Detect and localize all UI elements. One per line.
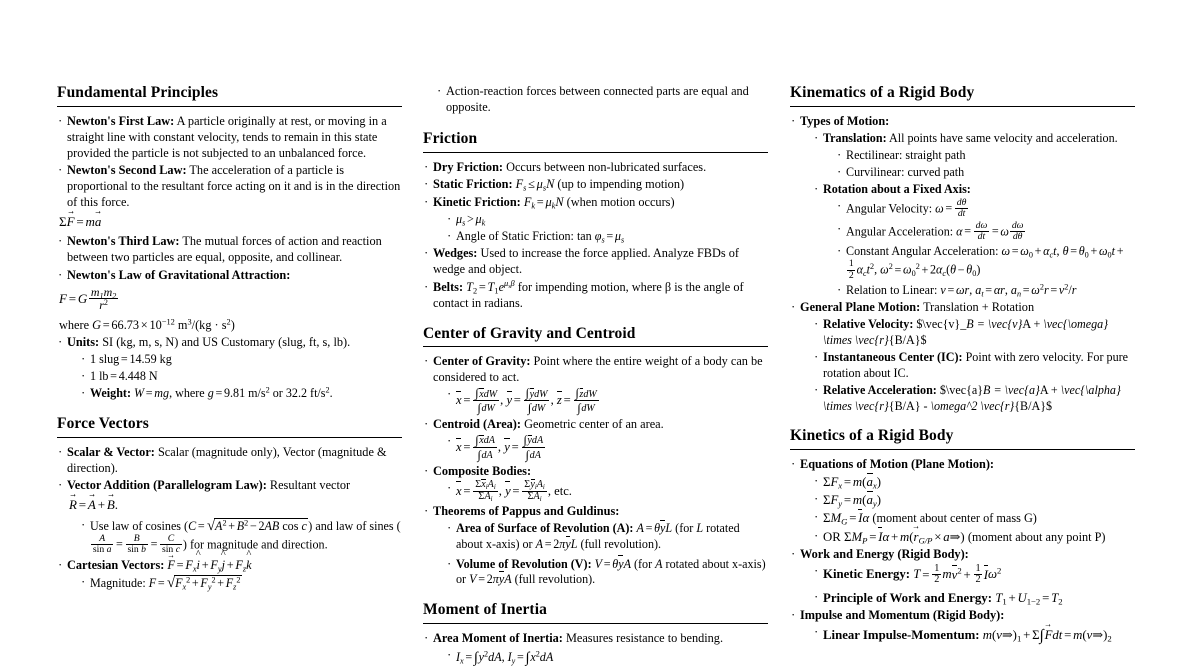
item-label: Angular Velocity: [846, 201, 933, 216]
list-item: · Kinetic Energy: T = $\frac{1}{2}$ $mv^2$ + $\frac{1}{2}$ $I\omega^2$ [813, 564, 1135, 586]
section-kinetics-of-a-rigid-body [790, 427, 1135, 645]
list-item [790, 300, 1135, 414]
list-item: · $\Sigma M_G = I\alpha$ (moment about center of mass G) [813, 510, 1135, 527]
list-item [423, 160, 768, 176]
unrendered-latex-relative-acceleration: $\vec{a}B = \vec{a}A + \vec{\alpha} \times \vec{r}{B/A} - \omega^2 \vec{r}{B/A}$ [823, 383, 1121, 413]
item-prefix: OR [823, 529, 841, 544]
item-label: Weight: [90, 386, 131, 401]
section-heading: Center of Gravity and Centroid [423, 324, 636, 342]
item-text: Resultant vector [269, 478, 351, 493]
bullet-list [57, 335, 402, 402]
list-item: · x = $\frac{\text{∫xdA}}{\int dA}$ , y = $\frac{\text{∫ydA}}{\int dA}$ [446, 434, 768, 462]
item-label: Scalar & Vector: [67, 444, 155, 459]
section-fundamental-principles [57, 84, 402, 402]
list-item: · $\mu_s > \mu_k$ [446, 212, 768, 228]
item-label: Newton's Law of Gravitational Attraction: [67, 267, 291, 282]
bullet-list-nested [446, 478, 768, 503]
bullet-list-nested [80, 575, 402, 592]
list-item [813, 182, 1135, 299]
list-item: · Belts: $T_2 = T_1e^{\mu_s\beta}$ for impending motion, where β is the angle of contact in radians. [423, 280, 768, 312]
item-label: Volume of Revolution (V): [456, 556, 592, 571]
item-text: The mutual forces of action and reaction between two particles are equal, opposite, and collinear. [67, 234, 382, 265]
unrendered-latex-relative-velocity: $\vec{v}_B = \vec{v}A + \vec{\omega} \times \vec{r}{B/A}$ [823, 317, 1109, 347]
list-item: · OR $\Sigma M_P = I\alpha + m(r \to_{G/P} \times a$ ⇒ ) (moment about any point P) [813, 529, 1135, 546]
item-label: Units: [67, 334, 100, 349]
list-item [57, 163, 402, 211]
heading-rule [423, 623, 768, 624]
list-item [423, 504, 768, 588]
item-note: (moment about any point P) [967, 529, 1106, 544]
bullet-list [790, 457, 1135, 645]
heading-rule [423, 152, 768, 153]
list-item: · Area of Surface of Revolution (A): A = θyL (for L rotated about x-axis) or A = 2πyL (full revolution). [446, 521, 768, 552]
bullet-list-nested [446, 648, 768, 667]
bullet-list-nested [446, 434, 768, 462]
list-item: · $\Sigma F_y = m(a_y)$ [813, 492, 1135, 509]
item-label: Angle of Static Friction: [456, 228, 574, 243]
item-label: Newton's Third Law: [67, 234, 180, 249]
list-item: · Relation to Linear: v = ωr, $a_t = \alpha r$, $a_n = \omega^2r = v^2/r$ [836, 283, 1135, 299]
list-item: · x = $\frac{\text{∫xdW}}{\int dW}$ , y = $\frac{\text{∫ydW}}{\int dW}$ , z = $\frac{\text{∫zdW}}{\int dW}$ [446, 387, 768, 415]
item-text: Action-reaction forces between connected parts are equal and opposite. [446, 84, 749, 114]
item-label: Instantaneous Center (IC): [823, 350, 963, 365]
section-heading: Force Vectors [57, 414, 149, 432]
section-friction [423, 130, 768, 312]
item-label: Principle of Work and Energy: [823, 590, 992, 605]
column-3 [790, 84, 1135, 644]
list-item: · Weight: W = mg, where g = 9.81 $m/s^2$ or 32.2 $ft/s^2$. [80, 386, 402, 402]
item-label: Work and Energy (Rigid Body): [800, 547, 969, 562]
list-item: · $\Sigma F_x = m(a_x)$ [813, 474, 1135, 491]
item-text: Measures resistance to bending. [565, 631, 724, 645]
item-label: Composite Bodies: [433, 463, 532, 478]
list-item [813, 317, 1135, 348]
list-item [813, 350, 1135, 381]
item-label: Wedges: [433, 246, 478, 261]
item-label: Kinetic Friction: [433, 194, 521, 209]
bullet-list [790, 114, 1135, 415]
formula-newton-second-law: ΣF → = ma → [59, 214, 402, 230]
item-text: Translation + Rotation [923, 300, 1035, 315]
orphan-bullet-list [423, 84, 768, 116]
list-item: · Cartesian Vectors: F → = $F_xi$ ^ + $F_yj$ ^ + $F_zk$ ^ · Magnitude: F = √ $F_x^2 + F_y^2 + F_z^2$ [57, 558, 402, 592]
list-item [790, 547, 1135, 606]
item-label: Static Friction: [433, 177, 513, 192]
list-item [813, 383, 1135, 414]
bullet-list-nested [813, 625, 1135, 645]
section-force-vectors [57, 415, 402, 591]
item-text: Occurs between non-lubricated surfaces. [506, 159, 707, 174]
item-text: Point where the entire weight of a body can be considered to act. [433, 354, 763, 385]
item-note: (when motion occurs) [566, 194, 675, 209]
list-item [57, 234, 402, 266]
list-item [813, 131, 1135, 181]
list-item: · Use law of cosines (C = √ $A^2 + B^2 - 2AB$ cos c) and law of sines ( $\frac{A}{\text{sin a}}$ = $\frac{B}{\text{sin b}}$ = $\frac{C}{\text{sin c}}$ ) for magnitude and direction. [80, 518, 402, 556]
list-item [57, 114, 402, 162]
item-label: Cartesian Vectors: [67, 557, 165, 572]
item-text: All points have same velocity and acceleration. [888, 130, 1118, 145]
item-label: Rotation about a Fixed Axis: [823, 181, 971, 196]
section-heading: Kinetics of a Rigid Body [790, 427, 954, 445]
bullet-list-nested [813, 317, 1135, 414]
heading-rule [57, 106, 402, 107]
item-label: Newton's First Law: [67, 113, 175, 128]
list-item: · Angle of Static Friction: $\tan \varphi_s = \mu_s$ [446, 229, 768, 245]
bullet-list [57, 234, 402, 283]
bullet-list [423, 354, 768, 588]
list-item: · Volume of Revolution (V): V = θyA (for A rotated about x-axis) or V = 2πyA (full revolution). [446, 557, 768, 588]
list-item [436, 84, 768, 116]
item-label: Belts: [433, 279, 464, 294]
heading-rule [57, 437, 402, 438]
list-item: · Kinetic Friction: $F_k = \mu_kN$ (when motion occurs) · $\mu_s > \mu_k$ · Angle of Static Friction: $\tan \varphi_s = \mu_s$ [423, 195, 768, 245]
list-item: · Angular Acceleration: α = $\frac{d\omega}{dt}$ = ω $\frac{d\omega}{d\theta}$ [836, 222, 1135, 243]
item-text: Point with zero velocity. For pure rotation about IC. [823, 350, 1129, 380]
item-label: General Plane Motion: [800, 300, 921, 315]
list-item [57, 268, 402, 284]
item-label: Angular Acceleration: [846, 223, 954, 238]
list-item: · Static Friction: $F_s \le \mu_sN$ (up to impending motion) [423, 177, 768, 193]
item-text: Used to increase the force applied. Analyze FBDs of wedge and object. [433, 246, 739, 277]
item-label: Impulse and Momentum (Rigid Body): [800, 607, 1005, 622]
item-label: Dry Friction: [433, 159, 503, 174]
item-label: Relation to Linear: [846, 282, 938, 297]
item-label: Equations of Motion (Plane Motion): [800, 457, 995, 472]
bullet-list-nested [446, 521, 768, 588]
item-text: The acceleration of a particle is proportional to the resultant force acting on it and is in the direction of this force. [67, 163, 401, 210]
item-text: Geometric center of an area. [524, 417, 664, 432]
section-heading: Moment of Inertia [423, 601, 547, 619]
section-heading: Kinematics of a Rigid Body [790, 84, 975, 101]
item-label: Area Moment of Inertia: [433, 631, 563, 645]
list-item: · Linear Impulse-Momentum: m(v ⇒ )$_1 + \Sigma\int F \to dt = m(v$ ⇒ )$_2$ [813, 625, 1135, 645]
list-item: · Constant Angular Acceleration: $\omega = \omega_0 + \alpha_ct$, $\theta = \theta_0 + \omega_0t$ + $\frac{1}{2}$ $\alpha_ct^2$, $\omega^2 = \omega_0^2 + 2\alpha_c(\theta - \theta_0)$ [836, 244, 1135, 281]
list-item [423, 354, 768, 415]
formula-gravitation: F = G $\frac{m_1m_2}{r^2}$ [59, 287, 402, 313]
section-center-of-gravity-and-centroid [423, 325, 768, 589]
list-item [57, 445, 402, 477]
list-item [790, 608, 1135, 645]
item-label: Translation: [823, 130, 887, 145]
list-item: · x = $\frac{\Sigma x_iA_i}{\Sigma A_i}$ , y = $\frac{\Sigma y_iA_i}{\Sigma A_i}$ , etc. [446, 481, 768, 503]
list-item: · Rectilinear: straight path [836, 148, 1135, 164]
item-text: Scalar (magnitude only), Vector (magnitude & direction). [67, 444, 387, 475]
list-item [423, 631, 768, 667]
bullet-list-nested [836, 148, 1135, 181]
list-item [790, 114, 1135, 299]
bullet-list-nested [813, 564, 1135, 606]
bullet-list [423, 160, 768, 312]
bullet-list-nested [80, 352, 402, 402]
item-label: Theorems of Pappus and Guldinus: [433, 504, 620, 519]
item-text: SI (kg, m, s, N) and US Customary (slug, ft, s, lb). [102, 334, 351, 349]
heading-rule [423, 346, 768, 347]
list-item: · Curvilinear: curved path [836, 165, 1135, 181]
item-label: Vector Addition (Parallelogram Law): [67, 478, 267, 493]
item-text: for impending motion, where β is the angle of contact in radians. [433, 279, 744, 310]
list-item: · $I_x = \int y^2dA$, $I_y = \int x^2dA$ [446, 648, 768, 667]
column-2 [423, 84, 768, 666]
item-label: Linear Impulse-Momentum: [823, 627, 980, 642]
section-heading: Fundamental Principles [57, 84, 219, 101]
item-label: Centroid (Area): [433, 417, 521, 432]
section-moment-of-inertia [423, 601, 768, 667]
list-item [423, 417, 768, 462]
item-label: Types of Motion: [800, 113, 890, 128]
bullet-list [57, 114, 402, 211]
list-item: · Magnitude: F = √ $F_x^2 + F_y^2 + F_z^2$ [80, 575, 402, 592]
item-label: Newton's Second Law: [67, 163, 187, 178]
list-item: · Principle of Work and Energy: $T_1 + U_{1-2} = T_2$ [813, 590, 1135, 607]
item-label: Area of Surface of Revolution (A): [456, 521, 634, 536]
section-heading: Friction [423, 129, 478, 147]
item-note: (moment about center of mass G) [872, 511, 1037, 526]
bullet-list [423, 631, 768, 667]
item-label: Relative Acceleration: [823, 383, 937, 397]
formula-vector-addition: R → = A → + B →. [69, 497, 402, 514]
list-item: · Angular Velocity: ω = $\frac{d\theta}{dt}$ [836, 199, 1135, 220]
bullet-list-nested [446, 387, 768, 415]
bullet-list-nested [813, 131, 1135, 299]
item-label: Relative Velocity: [823, 317, 914, 332]
heading-rule [790, 449, 1135, 450]
item-label: Center of Gravity: [433, 354, 531, 369]
list-item [57, 478, 402, 556]
bullet-list-nested [836, 199, 1135, 299]
item-note: (up to impending motion) [557, 177, 685, 192]
bullet-list [57, 445, 402, 592]
column-1 [57, 84, 402, 644]
bullet-list-nested [446, 212, 768, 245]
section-kinematics-of-a-rigid-body [790, 84, 1135, 414]
item-label: Kinetic Energy: [823, 567, 911, 582]
heading-rule [790, 106, 1135, 107]
list-item: · 1 lb = 4.448 N [80, 369, 402, 385]
bullet-list-nested [813, 474, 1135, 546]
bullet-list-nested [80, 518, 402, 556]
list-item: · 1 slug = 14.59 kg [80, 352, 402, 368]
list-item [790, 457, 1135, 546]
list-item [423, 464, 768, 503]
item-text: A particle originally at rest, or moving in a straight line with constant velocity, tends to remain in this state provided the particle is not subjected to an unbalanced force. [67, 113, 387, 160]
list-item [423, 246, 768, 278]
gravitation-constant-note: where $G = 66.73 \times 10^{-12}$ $m^3/(kg \cdot s^2)$ [59, 317, 235, 332]
item-label: Constant Angular Acceleration: [846, 244, 999, 259]
list-item [57, 335, 402, 402]
